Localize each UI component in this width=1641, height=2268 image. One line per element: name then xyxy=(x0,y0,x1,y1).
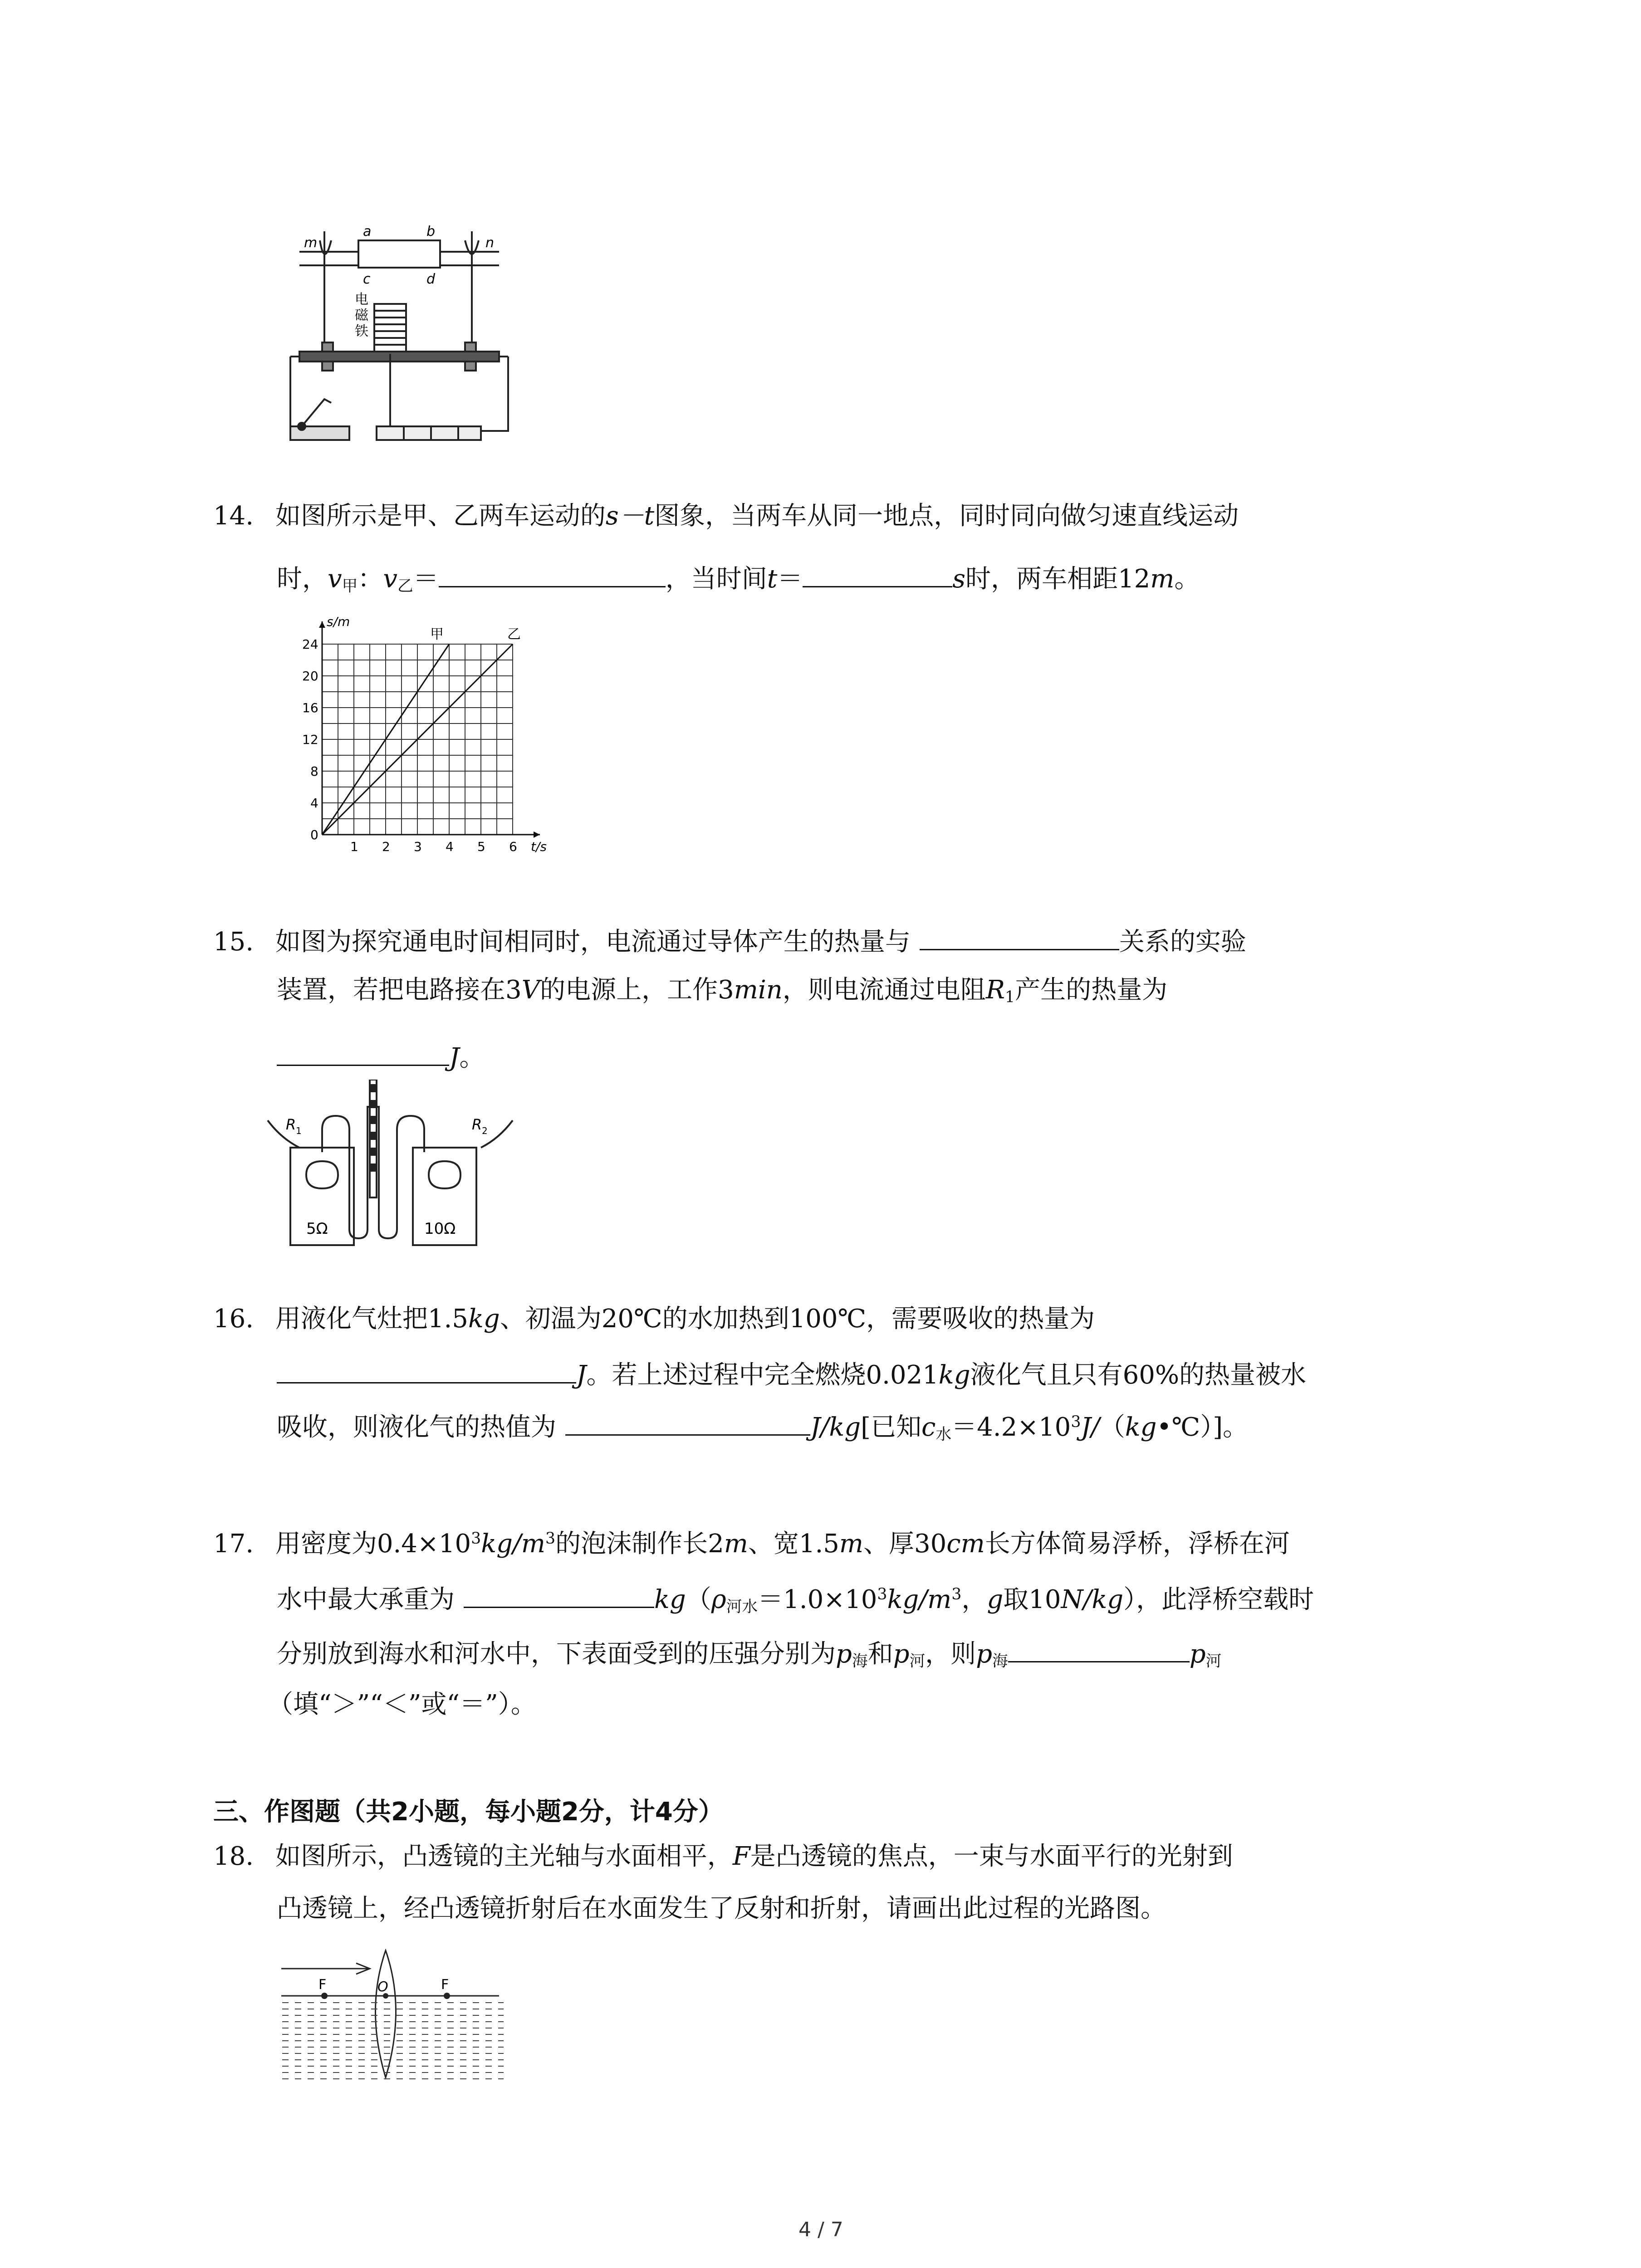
q15-text-e: ，则电流通过电阻 xyxy=(782,975,986,1005)
series-label-yi: 乙 xyxy=(507,626,521,642)
q14-text-b: 图象，当两车从同一地点，同时同向做匀速直线运动 xyxy=(654,501,1239,531)
x-tick-label: 6 xyxy=(509,839,517,854)
q16-J: J xyxy=(576,1360,587,1390)
q16-known6: •℃）]。 xyxy=(1156,1413,1249,1442)
q18-text-a: 如图所示，凸透镜的主光轴与水面相平， xyxy=(275,1842,733,1871)
q17-sub-he: 河水 xyxy=(726,1598,758,1616)
q16-line3 xyxy=(277,1411,1248,1442)
q17-sub-he2: 河 xyxy=(909,1652,926,1671)
label-n: n xyxy=(485,235,495,251)
q16-kg3: kg xyxy=(1125,1413,1157,1442)
q14-number: 14. xyxy=(213,501,254,531)
q17-sub-he3: 河 xyxy=(1205,1652,1222,1671)
q15-min: min xyxy=(734,975,783,1005)
q17-blank-load[interactable] xyxy=(464,1583,654,1608)
q14-blank-time[interactable] xyxy=(803,562,952,587)
q15-text-f: 产生的热量为 xyxy=(1015,975,1168,1005)
q14-colon: ： xyxy=(358,564,383,594)
q14-t: t xyxy=(767,564,778,594)
q14-period: 。 xyxy=(1174,564,1200,594)
label-m: m xyxy=(304,235,318,251)
q15-line1 xyxy=(213,925,1246,955)
q16-text-a: 用液化气灶把1.5 xyxy=(275,1304,468,1334)
q17-text-a: 用密度为0.4×10 xyxy=(275,1529,471,1559)
q15-text-b: 关系的实验 xyxy=(1119,927,1246,957)
q17-m2: m xyxy=(839,1529,863,1559)
q16-line2 xyxy=(277,1359,1306,1388)
q17-text-i: ），此浮桥空载时 xyxy=(1123,1585,1314,1614)
q18-line1 xyxy=(213,1844,1233,1869)
q15-end: 。 xyxy=(459,1043,485,1072)
label-ci: 磁 xyxy=(355,308,368,323)
q16-known2: ＝4.2×10 xyxy=(951,1413,1071,1442)
label-c: c xyxy=(363,271,371,287)
q17-text-e: 长方体简易浮桥，浮桥在河 xyxy=(985,1529,1290,1559)
q16-blank-heatvalue[interactable] xyxy=(565,1411,810,1436)
q16-c: c xyxy=(921,1413,936,1442)
q17-sub-hai: 海 xyxy=(852,1652,868,1671)
q17-text-f: 水中最大承重为 xyxy=(277,1585,455,1614)
q16-text-c: 。若上述过程中完全燃烧0.021 xyxy=(586,1360,939,1390)
q14-st: s－t xyxy=(605,501,655,531)
q17-blank-compare[interactable] xyxy=(1008,1637,1190,1662)
q17-cm: cm xyxy=(946,1529,985,1559)
q15-line2 xyxy=(277,975,1168,1007)
label-a: a xyxy=(363,224,372,240)
y-axis-label: s/m xyxy=(327,614,350,629)
x-tick-label: 3 xyxy=(414,839,422,854)
q17-comma: ， xyxy=(961,1585,987,1614)
q14-eq: ＝ xyxy=(413,564,439,594)
q14-time-text: ，当时间 xyxy=(665,564,767,594)
x-tick-label: 4 xyxy=(446,839,454,854)
q14-dist-text: 时，两车相距12 xyxy=(965,564,1151,594)
q17-text-h: 取10 xyxy=(1003,1585,1061,1614)
q17-kgm: kg/m xyxy=(481,1529,545,1559)
q17-text-b: 的泡沫制作长2 xyxy=(555,1529,724,1559)
lens-water-figure xyxy=(277,1946,504,2087)
q15-R: R xyxy=(985,975,1005,1005)
q16-kg2: kg xyxy=(938,1360,970,1390)
q15-text-a: 如图为探究通电时间相同时，电流通过导体产生的热量与 xyxy=(275,927,911,957)
y-tick-label: 20 xyxy=(302,669,318,684)
x-axis-arrow xyxy=(534,831,540,838)
y-tick-label: 16 xyxy=(302,700,318,715)
label-R1-sub: 1 xyxy=(296,1125,302,1136)
label-R2-sub: 2 xyxy=(482,1125,488,1136)
q18-text-b: 是凸透镜的焦点，一束与水面平行的光射到 xyxy=(750,1842,1233,1871)
q18-line2 xyxy=(277,1896,1166,1921)
q17-line3 xyxy=(277,1637,1221,1669)
q15-blank-relation[interactable] xyxy=(920,925,1119,950)
q17-p4: p xyxy=(1189,1639,1206,1669)
q18-F: F xyxy=(732,1842,750,1871)
q17-number: 17. xyxy=(213,1529,254,1559)
q16-exp: 3 xyxy=(1071,1413,1081,1431)
x-tick-label: 1 xyxy=(350,839,358,854)
q16-sub-shui: 水 xyxy=(936,1425,952,1444)
q17-exp4: 3 xyxy=(951,1585,962,1603)
y-tick-label: 24 xyxy=(302,637,318,652)
label-dian: 电 xyxy=(355,292,368,308)
q14-text-a: 如图所示是甲、乙两车运动的 xyxy=(275,501,606,531)
q16-text-e: 吸收，则液化气的热值为 xyxy=(277,1413,556,1442)
q17-text-g: ＝1.0×10 xyxy=(758,1585,877,1614)
q17-line1 xyxy=(213,1531,1290,1557)
y-axis-arrow xyxy=(319,621,325,628)
q14-m: m xyxy=(1150,564,1175,594)
q17-p1: p xyxy=(836,1639,852,1669)
q16-J2: J/ xyxy=(1081,1413,1100,1442)
q18-text-c: 凸透镜上，经凸透镜折射后在水面发生了反射和折射，请画出此过程的光路图。 xyxy=(277,1894,1166,1923)
y-tick-label: 4 xyxy=(310,796,318,811)
q17-kg: kg xyxy=(654,1585,686,1614)
q16-unit: J/kg xyxy=(810,1413,861,1442)
label-b: b xyxy=(426,224,436,240)
q15-blank-heat[interactable] xyxy=(277,1041,449,1066)
q15-V: V xyxy=(521,975,540,1005)
label-5ohm: 5Ω xyxy=(306,1220,328,1238)
label-tie: 铁 xyxy=(355,323,368,339)
q18-number: 18. xyxy=(213,1842,254,1871)
focus-point-left xyxy=(321,1993,328,1999)
y-tick-label: 12 xyxy=(302,732,318,747)
q17-exp3: 3 xyxy=(877,1585,887,1603)
section-title: 三、作图题（共2小题，每小题2分，计4分） xyxy=(213,1797,724,1827)
q17-text-d: 、厚30 xyxy=(863,1529,947,1559)
focus-point-right xyxy=(444,1993,450,1999)
joule-apparatus-figure xyxy=(263,1080,517,1252)
q16-text-b: 、初温为20℃的水加热到100℃，需要吸收的热量为 xyxy=(500,1304,1095,1334)
x-tick-label: 5 xyxy=(477,839,485,854)
q15-number: 15. xyxy=(213,927,254,957)
q14-v1: v xyxy=(328,564,342,594)
q17-m1: m xyxy=(724,1529,748,1559)
label-F-left: F xyxy=(318,1977,327,1993)
q17-Nkg: N/kg xyxy=(1061,1585,1124,1614)
q17-exp2: 3 xyxy=(545,1530,556,1548)
label-F-right: F xyxy=(441,1977,449,1993)
q17-sub-hai2: 海 xyxy=(992,1652,1008,1671)
q17-and: 和 xyxy=(867,1639,893,1669)
label-10ohm: 10Ω xyxy=(424,1220,456,1238)
q16-number: 16. xyxy=(213,1304,254,1334)
q17-exp1: 3 xyxy=(471,1530,481,1548)
q14-line2 xyxy=(277,562,1200,594)
label-R1: R xyxy=(286,1116,296,1133)
q17-kgm2: kg/m xyxy=(887,1585,952,1614)
q14-sub-jia: 甲 xyxy=(342,577,358,596)
q17-paren: （ xyxy=(686,1585,711,1614)
q15-line3 xyxy=(277,1041,485,1070)
q15-R-sub: 1 xyxy=(1004,988,1015,1007)
q15-J: J xyxy=(449,1043,460,1072)
page-number: 4 / 7 xyxy=(798,2218,843,2241)
label-O: O xyxy=(377,1979,388,1995)
q17-p3: p xyxy=(976,1639,993,1669)
q17-text-j: 分别放到海水和河水中，下表面受到的压强分别为 xyxy=(277,1639,836,1669)
q17-line2 xyxy=(277,1583,1314,1615)
q16-kg: kg xyxy=(468,1304,500,1334)
q16-text-d: 液化气且只有60%的热量被水 xyxy=(970,1360,1307,1390)
y-tick-label: 8 xyxy=(310,764,318,779)
electromagnet-figure xyxy=(281,213,517,449)
q17-p2: p xyxy=(893,1639,910,1669)
q15-text-d: 的电源上，工作3 xyxy=(540,975,734,1005)
q16-blank-heat[interactable] xyxy=(277,1359,576,1383)
q17-then: ，则 xyxy=(925,1639,976,1669)
x-axis-label: t/s xyxy=(531,839,547,854)
q15-text-c: 装置，若把电路接在3 xyxy=(277,975,522,1005)
q17-text-c: 、宽1.5 xyxy=(748,1529,839,1559)
q16-known: [已知 xyxy=(861,1413,921,1442)
y-tick-label: 0 xyxy=(310,827,318,842)
q14-s: s xyxy=(952,564,965,594)
q17-line4 xyxy=(268,1692,536,1717)
q14-when: 时， xyxy=(277,564,328,594)
q17-g: g xyxy=(987,1585,1004,1614)
series-label-jia: 甲 xyxy=(430,626,444,642)
x-tick-label: 2 xyxy=(382,839,390,854)
q16-paren: （ xyxy=(1099,1413,1125,1442)
label-R2: R xyxy=(472,1116,482,1133)
q17-rho: ρ xyxy=(711,1585,726,1614)
q14-v2: v xyxy=(383,564,397,594)
q17-fill-hint: （填“＞”“＜”或“＝”）。 xyxy=(268,1690,536,1719)
q14-sub-yi: 乙 xyxy=(397,577,413,596)
q16-line1 xyxy=(213,1306,1095,1332)
q14-eq2: ＝ xyxy=(777,564,803,594)
q14-line1 xyxy=(213,503,1239,529)
label-d: d xyxy=(426,271,436,287)
q14-blank-ratio[interactable] xyxy=(439,562,666,587)
st-chart xyxy=(281,612,572,866)
